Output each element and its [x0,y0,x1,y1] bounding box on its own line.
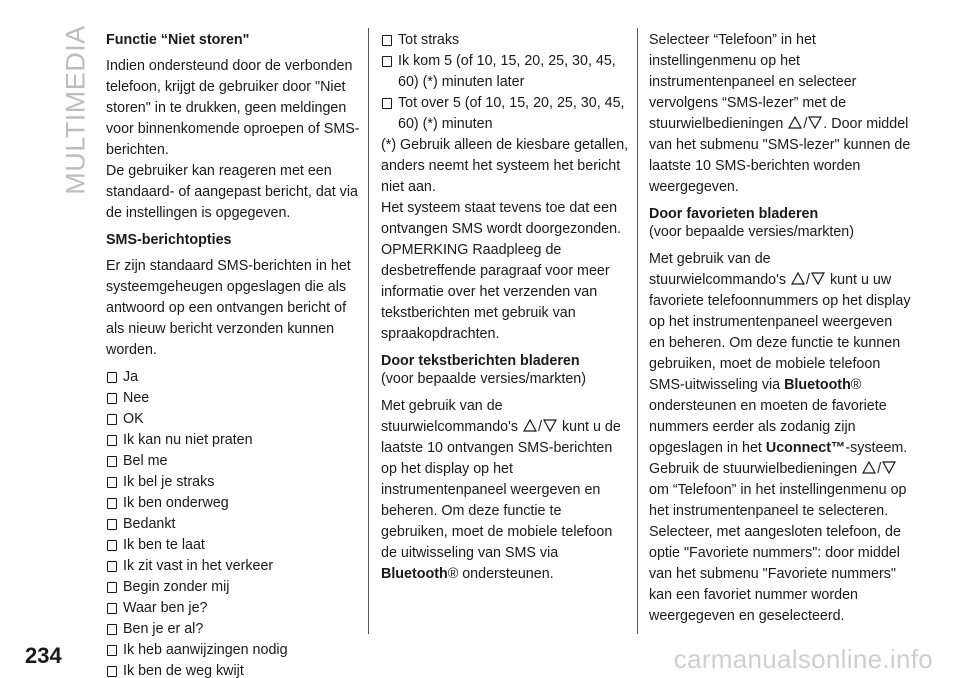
column-2 [381,30,631,591]
watermark: carmanualsonline.info [673,644,933,674]
sms-option-item [106,451,362,472]
checkbox-icon [107,435,117,446]
column-1 [106,30,362,678]
checkbox-icon [107,393,117,404]
sms-option-item [106,598,362,619]
arrow-down-icon [808,116,822,129]
sms-option-item [106,367,362,388]
page-number: 234 [25,643,62,668]
sms-option-item [106,619,362,640]
sms-option-item [106,535,362,556]
sms-option-item [381,93,631,135]
sms-option-item [106,640,362,661]
paragraph: Selecteer, met aangesloten telefoon, de optie "Favoriete nummers": door middel van het submenu "Favoriete nummers" kan een favoriet nummer worden weergegeven en geselecteerd. [649,524,901,624]
subheading: (voor bepaalde versies/markten) [649,224,855,240]
checkbox-icon [107,624,117,635]
sms-option-label: Ik zit vast in het verkeer [123,558,274,574]
checkbox-icon [107,414,117,425]
sms-option-item [106,556,362,577]
sms-option-label: Waar ben je? [123,600,208,616]
sms-option-item [106,409,362,430]
arrow-up-icon [791,272,805,285]
paragraph: Er zijn standaard SMS-berichten in het systeemgeheugen opgeslagen die als antwoord op een ontvangen bericht of als nieuw bericht verzonden kunnen worden. [106,258,351,358]
checkbox-icon [107,582,117,593]
sms-option-label: Ik ben te laat [123,537,205,553]
sms-option-label: Nee [123,390,150,406]
paragraph: Met gebruik van de stuurwielcommando's / kunt u uw favoriete telefoonnummers op het display op het instrumentenpaneel weergeven en beheren. Om deze functie te kunnen gebruiken, moet de mobiele telefoon SMS-uitwisseling via Bluetooth® ondersteunen en moeten de favoriete nummers eerder als zodanig zijn opgeslagen in het Uconnect™-systeem. [649,251,911,456]
arrow-up-icon [788,116,802,129]
heading-sms-options: SMS-berichtopties [106,232,232,248]
sms-options-list-continued [381,30,631,135]
sms-option-item [106,493,362,514]
sms-option-label: Bel me [123,453,168,469]
checkbox-icon [107,666,117,677]
checkbox-icon [382,98,392,109]
checkbox-icon [107,603,117,614]
checkbox-icon [107,456,117,467]
sms-option-label: Ik heb aanwijzingen nodig [123,642,288,658]
sms-option-label: Ik ben de weg kwijt [123,663,244,678]
sms-options-list [106,367,362,678]
sms-option-label: Ik kom 5 (of 10, 15, 20, 25, 30, 45, 60) (*) minuten later [398,53,616,90]
sms-option-item [106,661,362,678]
checkbox-icon [107,498,117,509]
sms-option-label: Tot over 5 (of 10, 15, 20, 25, 30, 45, 60) (*) minuten [398,95,625,132]
checkbox-icon [107,561,117,572]
footnote: (*) Gebruik alleen de kiesbare getallen, anders neemt het systeem het bericht niet aan. [381,137,629,195]
paragraph: Met gebruik van de stuurwielcommando's / kunt u de laatste 10 ontvangen SMS-berichten op het display op het instrumentenpaneel weergeven en beheren. Om deze functie te gebruiken, moet de mobiele telefoon de uitwisseling van SMS via Bluetooth® ondersteunen. [381,398,621,582]
sms-option-item [106,514,362,535]
checkbox-icon [382,35,392,46]
section-label: MULTIMEDIA [60,25,91,195]
paragraph: Het systeem staat tevens toe dat een ontvangen SMS wordt doorgezonden. [381,200,622,237]
paragraph: Gebruik de stuurwielbedieningen / om “Telefoon” in het instellingenmenu op het instrumentenpaneel te selecteren. [649,461,907,519]
sms-option-item [381,51,631,93]
sms-option-label: Begin zonder mij [123,579,230,595]
subheading: (voor bepaalde versies/markten) [381,371,587,387]
sms-option-label: Ja [123,369,139,385]
sms-option-label: Ben je er al? [123,621,204,637]
arrow-up-icon [523,419,537,432]
column-3 [649,30,911,633]
arrow-down-icon [543,419,557,432]
sms-option-item [106,472,362,493]
heading-tekstberichten: Door tekstberichten bladeren [381,353,580,369]
arrow-up-icon [862,461,876,474]
sms-option-label: OK [123,411,144,427]
sms-option-item [381,30,631,51]
sms-option-item [106,577,362,598]
heading-favorieten: Door favorieten bladeren [649,206,819,222]
checkbox-icon [107,645,117,656]
heading-niet-storen: Functie “Niet storen" [106,32,250,48]
sms-option-label: Ik kan nu niet praten [123,432,253,448]
sms-option-label: Tot straks [398,32,460,48]
arrow-down-icon [811,272,825,285]
sms-option-label: Bedankt [123,516,176,532]
checkbox-icon [107,477,117,488]
checkbox-icon [107,372,117,383]
sms-option-item [106,388,362,409]
arrow-down-icon [882,461,896,474]
sms-option-label: Ik bel je straks [123,474,215,490]
paragraph: Indien ondersteund door de verbonden telefoon, krijgt de gebruiker door "Niet storen" in te drukken, geen meldingen voor binnenkomende oproepen of SMS-berichten. [106,58,360,158]
column-divider-1 [368,28,369,634]
column-divider-2 [637,28,638,634]
checkbox-icon [107,540,117,551]
paragraph: Selecteer “Telefoon” in het instellingenmenu op het instrumentenpaneel en selecteer vervolgens “SMS-lezer” met de stuurwielbedieningen / . Door middel van het submenu "SMS-lezer" kunnen de laatste 10 SMS-berichten worden weergegeven. [649,32,911,195]
sms-option-item [106,430,362,451]
note-paragraph: OPMERKING Raadpleeg de desbetreffende paragraaf voor meer informatie over het verzenden van tekstberichten met gebruik van spraakopdrachten. [381,242,610,342]
sms-option-label: Ik ben onderweg [123,495,229,511]
checkbox-icon [382,56,392,67]
paragraph: De gebruiker kan reageren met een standaard- of aangepast bericht, dat via de instellingen is opgegeven. [106,163,358,221]
checkbox-icon [107,519,117,530]
